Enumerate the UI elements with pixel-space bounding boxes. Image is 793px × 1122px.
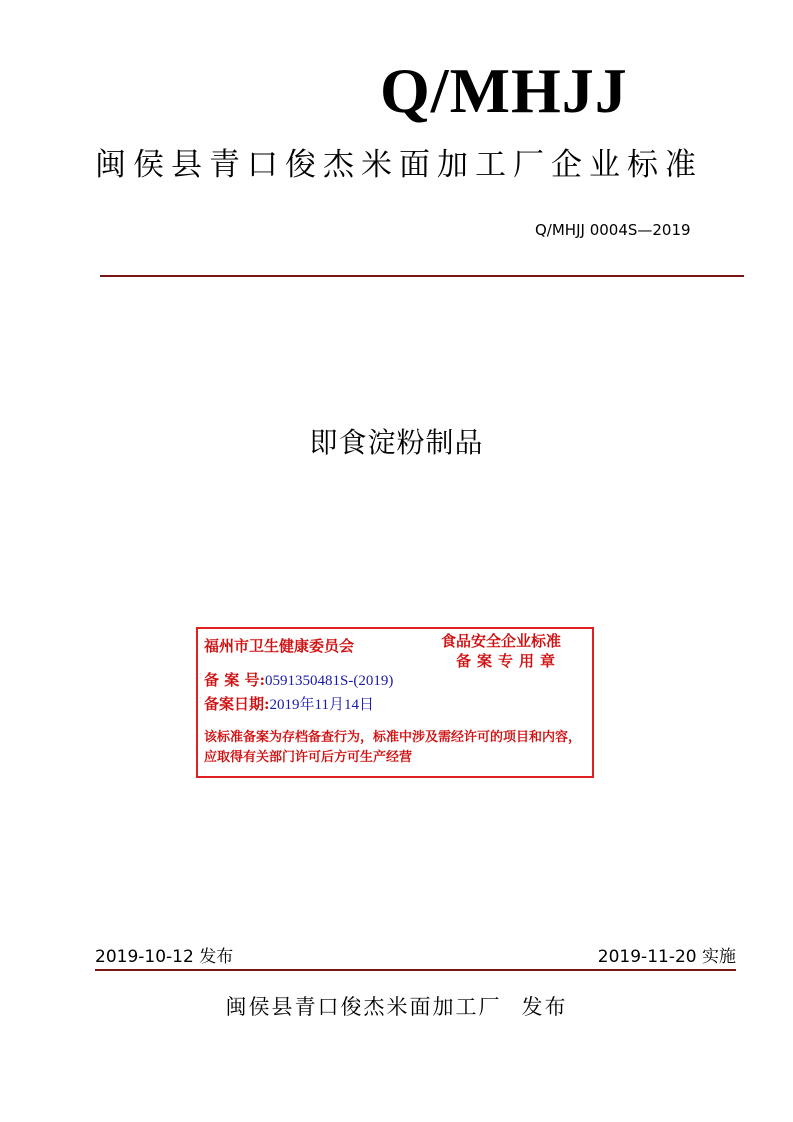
header-divider bbox=[100, 275, 744, 277]
implementation-date: 2019-11-20 实施 bbox=[597, 947, 736, 967]
issuer-action: 发布 bbox=[521, 995, 568, 1019]
filing-number-label: 备 案 号: bbox=[204, 671, 265, 689]
filing-date-label: 备案日期: bbox=[204, 695, 270, 713]
issue-date: 2019-10-12 发布 bbox=[95, 947, 234, 967]
standard-code: Q/MHJJ bbox=[380, 55, 628, 126]
document-title: 即食淀粉制品 bbox=[309, 426, 484, 459]
filing-note: 该标准备案为存档备查行为，标准中涉及需经许可的项目和内容，应取得有关部门许可后方可生产经营 bbox=[204, 730, 582, 765]
issuer-line bbox=[0, 993, 793, 1021]
footer-divider bbox=[95, 969, 736, 971]
stamp-seal-line-1: 食品安全企业标准 bbox=[441, 632, 562, 650]
filing-stamp bbox=[196, 627, 594, 778]
stamp-seal-line-2: 备案专用章 bbox=[456, 652, 562, 670]
filing-number-row bbox=[204, 670, 393, 691]
issuer-name: 闽侯县青口俊杰米面加工厂 bbox=[225, 995, 502, 1019]
stamp-committee: 福州市卫生健康委员会 bbox=[204, 637, 355, 655]
filing-number-value: 0591350481S-(2019) bbox=[264, 673, 394, 689]
filing-date-value: 2019年11月14日 bbox=[269, 697, 374, 713]
filing-date-row bbox=[204, 694, 374, 715]
standard-number: Q/MHJJ 0004S—2019 bbox=[535, 221, 691, 239]
date-row bbox=[95, 946, 736, 968]
organization-standard-title: 闽侯县青口俊杰米面加工厂企业标准 bbox=[95, 147, 703, 183]
